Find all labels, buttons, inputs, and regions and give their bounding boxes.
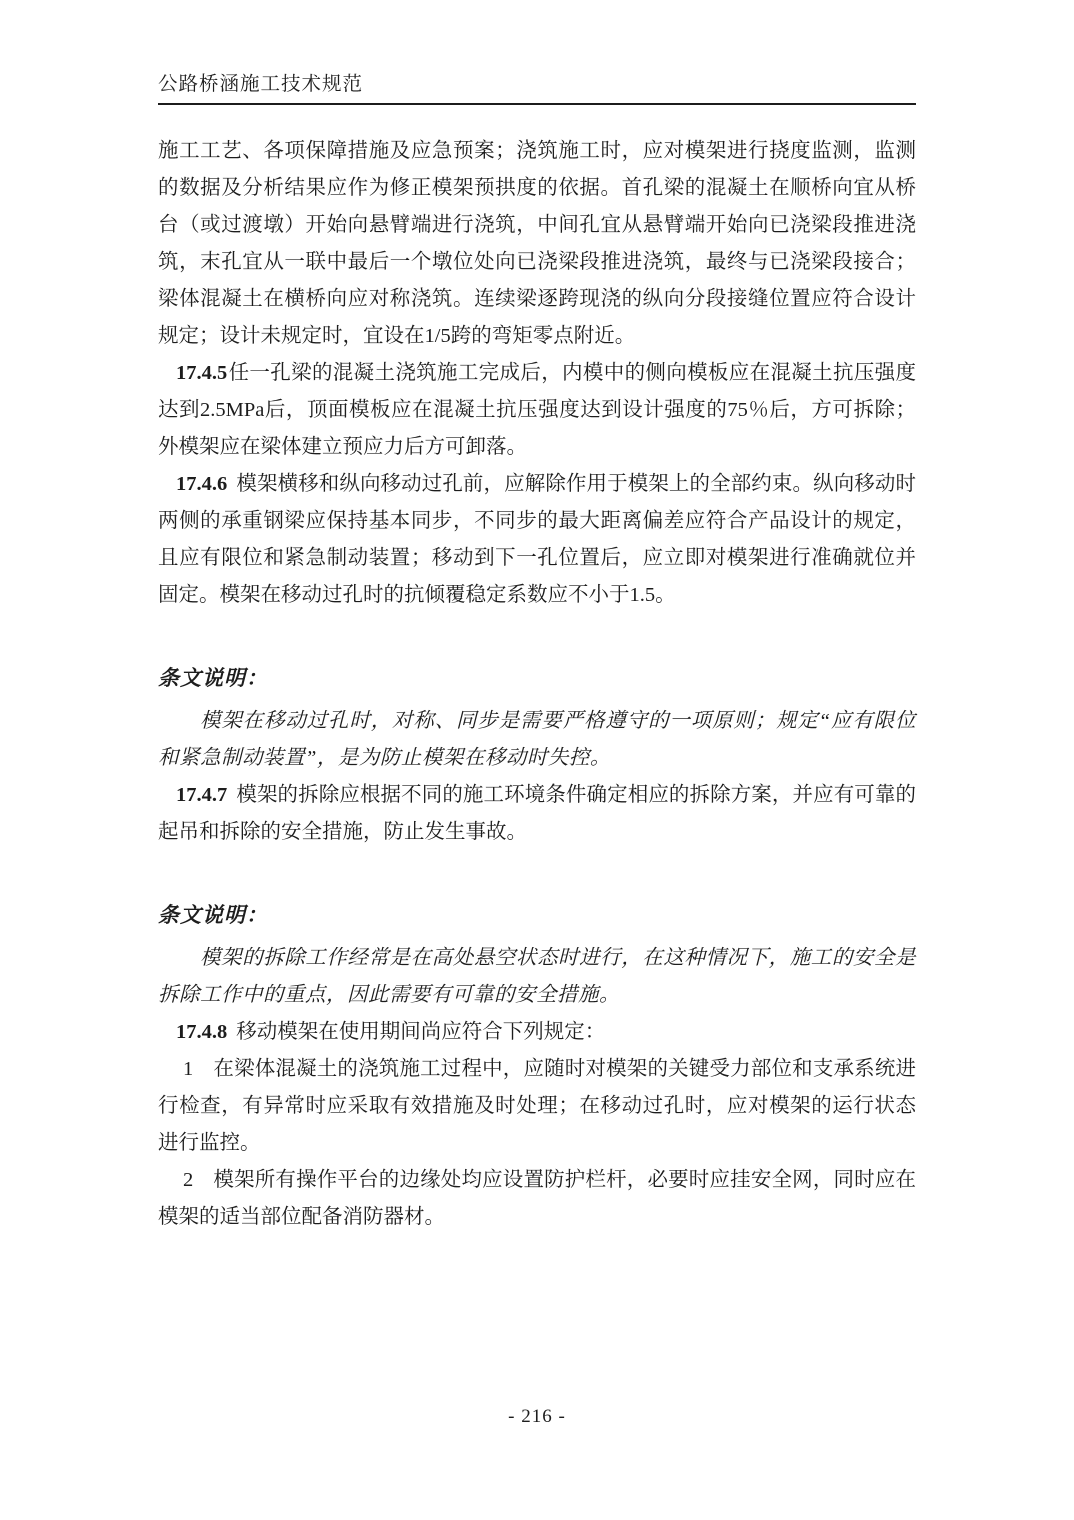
item-number: 1 (183, 1058, 194, 1080)
item-number: 2 (183, 1169, 194, 1191)
clause-number: 17.4.8 (176, 1021, 228, 1043)
item-text: 在梁体混凝土的浇筑施工过程中，应随时对模架的关键受力部位和支承系统进行检查，有异常时应采取有效措施及时处理；在移动过孔时，应对模架的运行状态进行监控。 (158, 1058, 916, 1154)
clause-number: 17.4.7 (176, 784, 228, 806)
clause-text: 模架横移和纵向移动过孔前，应解除作用于模架上的全部约束。纵向移动时两侧的承重钢梁应保持基本同步，不同步的最大距离偏差应符合产品设计的规定，且应有限位和紧急制动装置；移动到下一孔位置后，应立即对模架进行准确就位并固定。模架在移动过孔时的抗倾覆稳定系数应不小于1.5。 (158, 473, 916, 606)
commentary-label: 条文说明： (158, 666, 268, 690)
page-footer (0, 1406, 1074, 1428)
clause-text: 模架的拆除应根据不同的施工环境条件确定相应的拆除方案，并应有可靠的起吊和拆除的安全措施，防止发生事故。 (158, 784, 916, 843)
clause-17-4-8 (158, 1014, 916, 1051)
commentary-block-2 (158, 897, 916, 1014)
page-number: - 216 - (508, 1406, 566, 1427)
clause-number: 17.4.5 (176, 362, 228, 384)
clause-17-4-6 (158, 466, 916, 614)
commentary-label: 条文说明： (158, 903, 268, 927)
list-item-1 (158, 1051, 916, 1162)
clause-text: 移动模架在使用期间尚应符合下列规定： (236, 1021, 606, 1043)
item-text: 模架所有操作平台的边缘处均应设置防护栏杆，必要时应挂安全网，同时应在模架的适当部位配备消防器材。 (158, 1169, 916, 1228)
clause-17-4-5 (158, 355, 916, 466)
commentary-text: 模架的拆除工作经常是在高处悬空状态时进行，在这种情况下，施工的安全是拆除工作中的重点，因此需要有可靠的安全措施。 (158, 947, 916, 1006)
clause-number: 17.4.6 (176, 473, 228, 495)
list-item-2 (158, 1162, 916, 1236)
commentary-block-1 (158, 660, 916, 777)
commentary-text: 模架在移动过孔时，对称、同步是需要严格遵守的一项原则；规定“应有限位和紧急制动装置”，是为防止模架在移动时失控。 (158, 710, 916, 769)
page-header (158, 72, 916, 105)
header-title: 公路桥涵施工技术规范 (158, 74, 364, 95)
clause-text: 任一孔梁的混凝土浇筑施工完成后，内模中的侧向模板应在混凝土抗压强度达到2.5MPa后，顶面模板应在混凝土抗压强度达到设计强度的75％后，方可拆除；外模架应在梁体建立预应力后方可卸落。 (158, 362, 916, 458)
document-body (158, 133, 916, 1236)
paragraph-continuation: 施工工艺、各项保障措施及应急预案；浇筑施工时，应对模架进行挠度监测，监测的数据及分析结果应作为修正模架预拱度的依据。首孔梁的混凝土在顺桥向宜从桥台（或过渡墩）开始向悬臂端进行浇筑，中间孔宜从悬臂端开始向已浇梁段推进浇筑，末孔宜从一联中最后一个墩位处向已浇梁段推进浇筑，最终与已浇梁段接合；梁体混凝土在横桥向应对称浇筑。连续梁逐跨现浇的纵向分段接缝位置应符合设计规定；设计未规定时，宜设在1/5跨的弯矩零点附近。 (158, 140, 916, 347)
clause-17-4-7 (158, 777, 916, 851)
